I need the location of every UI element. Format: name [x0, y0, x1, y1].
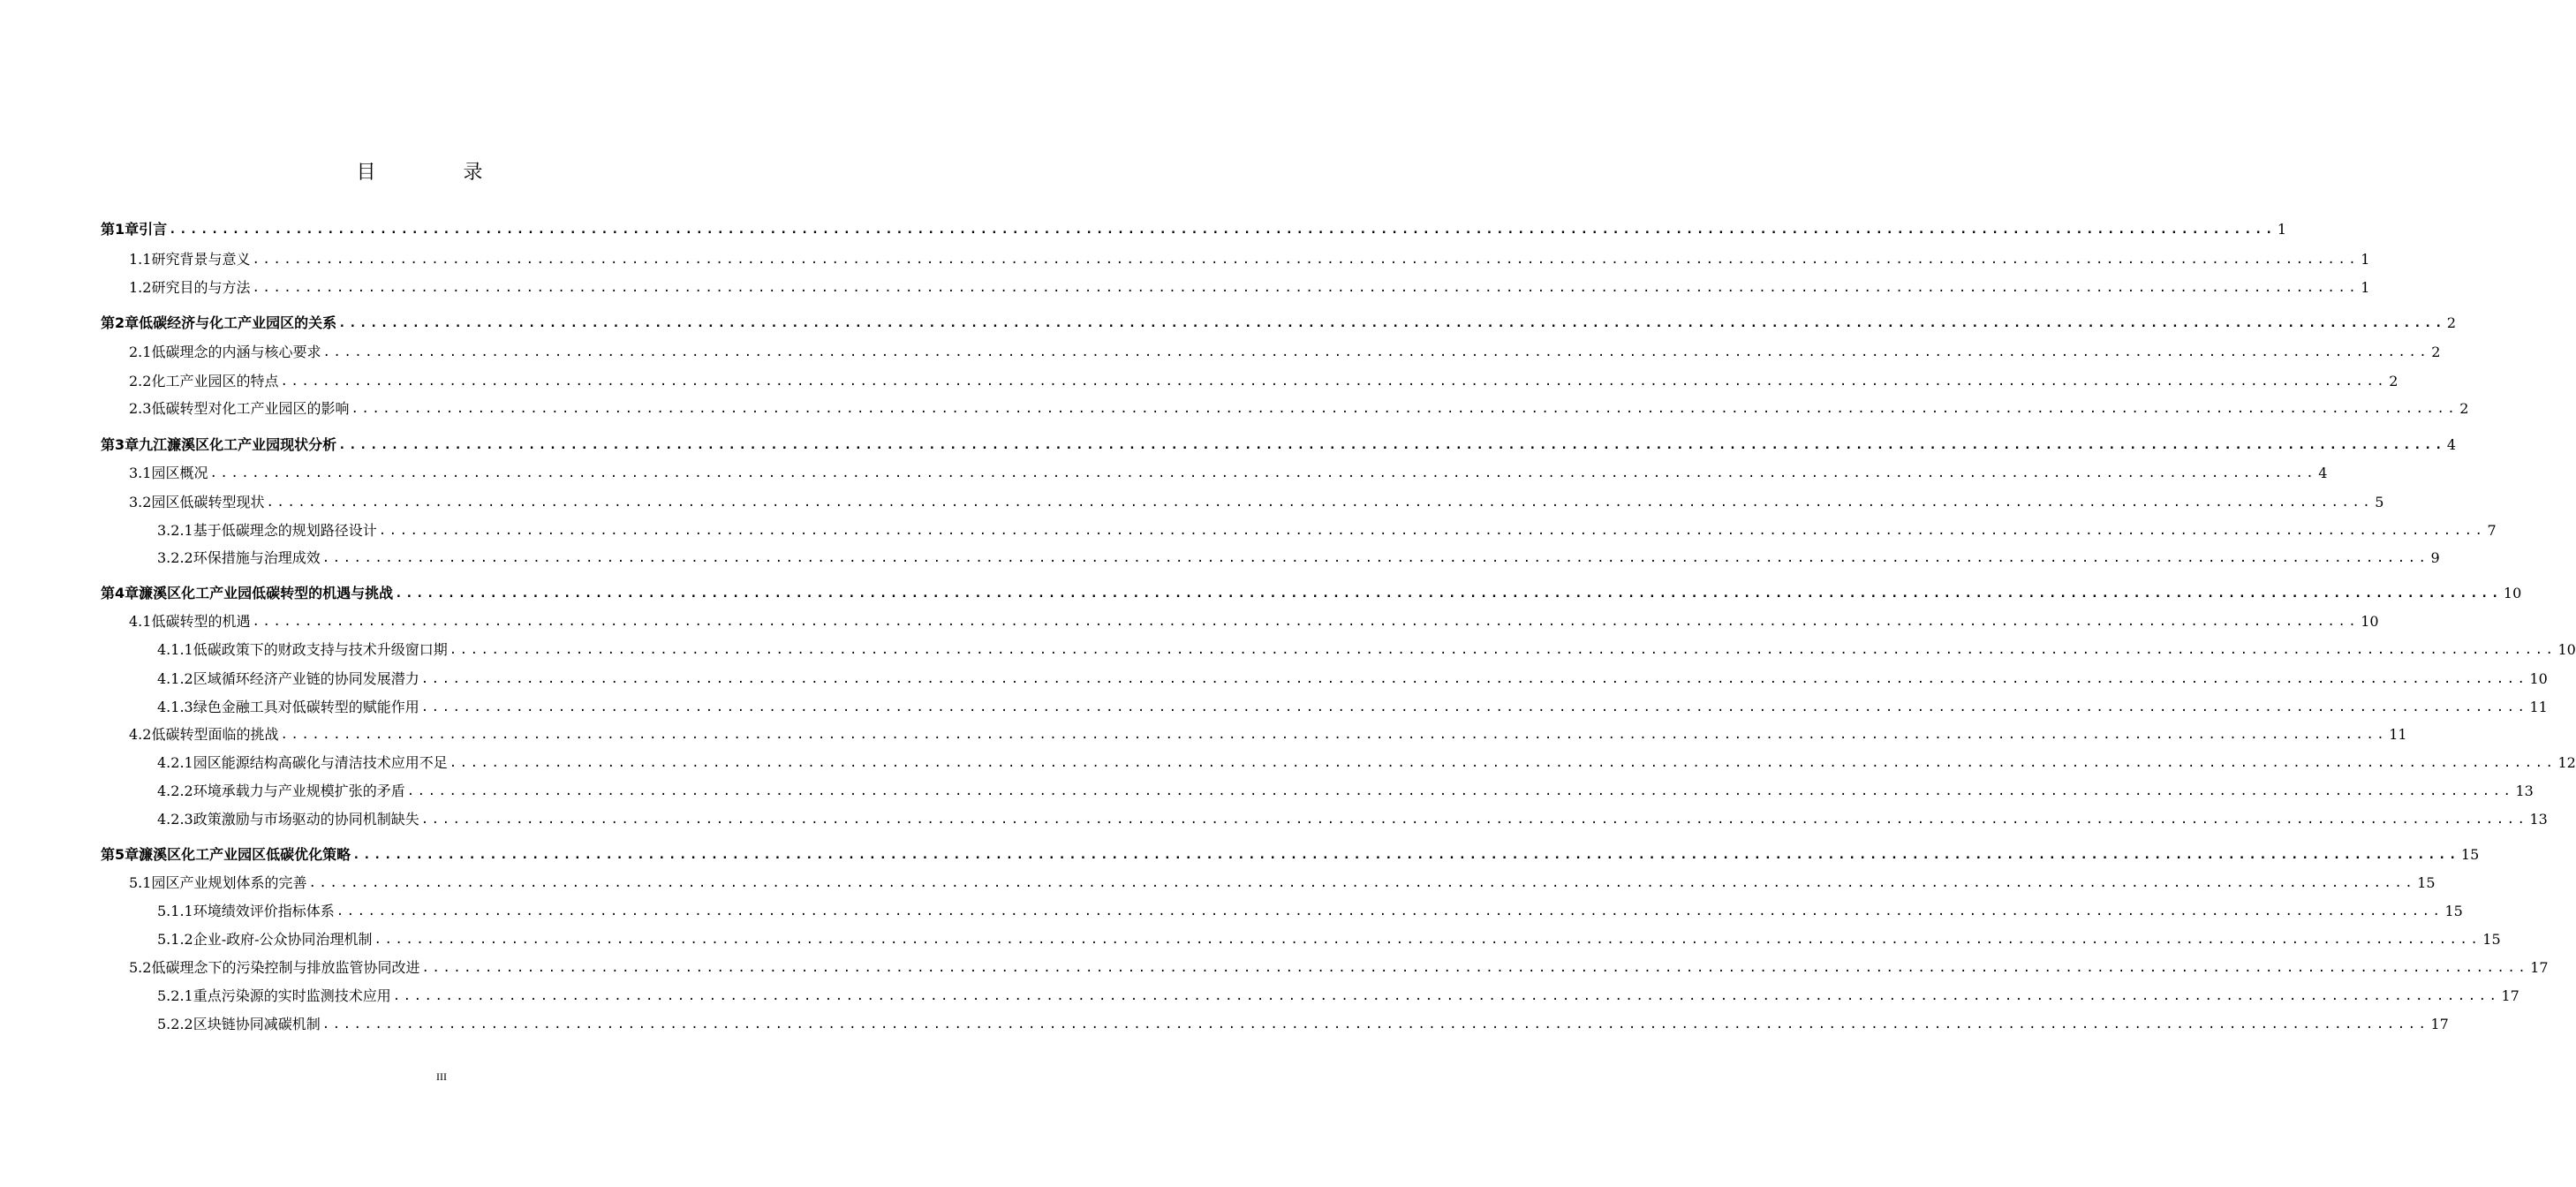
toc-entry-number: 4.1.1 [157, 641, 193, 658]
toc-dot-leader: ........................................................................................................................................................................................................ [266, 495, 2374, 510]
toc-dot-leader: ........................................................................................................................................................................................................ [338, 438, 2445, 452]
toc-entry-number: 3.2.2 [157, 549, 193, 566]
toc-dot-leader: ........................................................................................................................................................................................................ [321, 1017, 2429, 1032]
toc-subsection-entry[interactable] [157, 695, 2548, 716]
toc-subsection-entry[interactable] [157, 1012, 2449, 1033]
toc-entry-title: 研究背景与意义 [151, 251, 251, 268]
toc-subsection-entry[interactable] [157, 638, 2576, 659]
toc-title: 目 录 [356, 162, 524, 184]
toc-dot-leader: ........................................................................................................................................................................................................ [351, 402, 2459, 416]
toc-entry-number: 第4章 [101, 585, 140, 601]
toc-entry-page: 10 [2529, 670, 2548, 687]
toc-entry-title: 低碳理念下的污染控制与排放监管协同改进 [151, 959, 420, 976]
toc-entry-page: 5 [2375, 494, 2384, 510]
toc-subsection-entry[interactable] [157, 751, 2576, 772]
toc-dot-leader: ........................................................................................................................................................................................................ [374, 933, 2482, 947]
toc-entry-page: 1 [2361, 279, 2370, 296]
toc-section-entry[interactable] [129, 956, 2549, 977]
toc-entry-title: 基于低碳理念的规划路径设计 [193, 522, 377, 539]
toc-dot-leader: ........................................................................................................................................................................................................ [421, 961, 2529, 975]
toc-section-entry[interactable] [129, 609, 2379, 631]
toc-dot-leader: ........................................................................................................................................................................................................ [420, 700, 2528, 714]
toc-entry-title: 园区低碳转型现状 [151, 494, 265, 510]
toc-chapter-entry[interactable] [101, 217, 2287, 238]
toc-entry-title: 环境绩效评价指标体系 [193, 903, 335, 919]
toc-entry-page: 11 [2529, 699, 2548, 715]
toc-entry-number: 第3章 [101, 436, 140, 453]
toc-section-entry[interactable] [129, 461, 2328, 482]
toc-entry-number: 1.2 [129, 279, 152, 296]
toc-subsection-entry[interactable] [157, 518, 2497, 540]
toc-entry-number: 5.1 [129, 874, 152, 891]
toc-entry-title: 低碳政策下的财政支持与技术升级窗口期 [193, 641, 448, 658]
toc-entry-title: 濂溪区化工产业园区低碳优化策略 [139, 846, 351, 863]
toc-entry-title: 企业-政府-公众协同治理机制 [193, 931, 373, 948]
toc-entry-page: 1 [2277, 221, 2287, 238]
toc-section-entry[interactable] [129, 369, 2398, 390]
toc-dot-leader: ........................................................................................................................................................................................................ [169, 223, 2276, 237]
toc-entry-number: 4.1 [129, 613, 152, 630]
toc-dot-leader: ........................................................................................................................................................................................................ [252, 615, 2360, 629]
toc-dot-leader: ........................................................................................................................................................................................................ [252, 253, 2360, 267]
toc-dot-leader: ........................................................................................................................................................................................................ [420, 672, 2528, 686]
toc-entry-title: 区域循环经济产业链的协同发展潜力 [193, 670, 419, 687]
toc-entry-number: 4.2.2 [157, 783, 193, 799]
toc-entry-number: 5.1.1 [157, 903, 193, 919]
toc-dot-leader: ........................................................................................................................................................................................................ [395, 586, 2502, 601]
toc-entry-title: 研究目的与方法 [151, 279, 251, 296]
toc-entry-title: 低碳转型对化工产业园区的影响 [151, 400, 350, 417]
toc-entry-title: 低碳经济与化工产业园区的关系 [139, 314, 337, 331]
toc-entry-number: 2.1 [129, 344, 152, 360]
toc-dot-leader: ........................................................................................................................................................................................................ [406, 784, 2514, 798]
toc-dot-leader: ........................................................................................................................................................................................................ [420, 813, 2528, 827]
toc-entry-page: 2 [2389, 373, 2398, 389]
toc-entry-number: 5.2 [129, 959, 152, 976]
toc-entry-number: 1.1 [129, 251, 152, 268]
toc-entry-page: 1 [2361, 251, 2370, 268]
toc-entry-number: 5.2.1 [157, 987, 193, 1004]
toc-entry-page: 2 [2446, 314, 2457, 331]
toc-entry-page: 17 [2530, 959, 2549, 976]
toc-section-entry[interactable] [129, 871, 2436, 892]
toc-entry-title: 绿色金融工具对低碳转型的赋能作用 [193, 699, 419, 715]
toc-entry-page: 10 [2557, 641, 2576, 658]
toc-dot-leader: ........................................................................................................................................................................................................ [449, 756, 2557, 770]
toc-entry-title: 重点污染源的实时监测技术应用 [193, 987, 391, 1004]
toc-entry-number: 第2章 [101, 314, 140, 331]
toc-entry-title: 引言 [139, 221, 168, 238]
toc-entry-page: 13 [2515, 783, 2534, 799]
toc-chapter-entry[interactable] [101, 311, 2457, 332]
toc-entry-number: 2.2 [129, 373, 152, 389]
toc-entry-page: 2 [2459, 400, 2469, 417]
toc-entry-page: 15 [2417, 874, 2436, 891]
toc-entry-page: 15 [2460, 846, 2480, 863]
page-number-footer: III [436, 1070, 447, 1083]
toc-entry-title: 园区产业规划体系的完善 [151, 874, 307, 891]
toc-entry-page: 13 [2529, 811, 2548, 828]
toc-entry-number: 4.1.2 [157, 670, 193, 687]
toc-dot-leader: ........................................................................................................................................................................................................ [322, 345, 2430, 359]
toc-entry-title: 低碳理念的内涵与核心要求 [151, 344, 321, 360]
toc-entry-page: 17 [2501, 987, 2519, 1004]
toc-dot-leader: ........................................................................................................................................................................................................ [280, 374, 2388, 389]
toc-entry-number: 3.1 [129, 465, 152, 481]
toc-entry-title: 九江濂溪区化工产业园现状分析 [139, 436, 337, 453]
toc-section-entry[interactable] [129, 722, 2407, 744]
toc-subsection-entry[interactable] [157, 807, 2548, 828]
toc-entry-page: 4 [2446, 436, 2457, 453]
toc-entry-number: 4.1.3 [157, 699, 193, 715]
toc-subsection-entry[interactable] [157, 984, 2519, 1005]
toc-entry-page: 15 [2444, 903, 2463, 919]
toc-section-entry[interactable] [129, 397, 2469, 418]
toc-entry-page: 11 [2389, 726, 2407, 743]
toc-subsection-entry[interactable] [157, 899, 2463, 920]
toc-entry-title: 政策激励与市场驱动的协同机制缺失 [193, 811, 419, 828]
toc-subsection-entry[interactable] [157, 667, 2548, 688]
toc-entry-title: 濂溪区化工产业园低碳转型的机遇与挑战 [139, 585, 394, 601]
toc-chapter-entry[interactable] [101, 433, 2457, 454]
toc-entry-title: 环境承载力与产业规模扩张的矛盾 [193, 783, 405, 799]
toc-entry-number: 3.2.1 [157, 522, 193, 539]
toc-entry-page: 7 [2487, 522, 2497, 539]
toc-entry-page: 9 [2430, 549, 2440, 566]
toc-section-entry[interactable] [129, 490, 2384, 511]
toc-entry-title: 园区概况 [151, 465, 208, 481]
toc-entry-title: 低碳转型面临的挑战 [151, 726, 279, 743]
toc-entry-page: 2 [2431, 344, 2441, 360]
toc-entry-number: 5.1.2 [157, 931, 193, 948]
toc-entry-page: 17 [2430, 1016, 2449, 1032]
toc-subsection-entry[interactable] [157, 779, 2534, 800]
toc-section-entry[interactable] [129, 276, 2370, 297]
toc-entry-number: 4.2.1 [157, 754, 193, 771]
toc-dot-leader: ........................................................................................................................................................................................................ [209, 466, 2317, 480]
toc-entry-title: 园区能源结构高碳化与清洁技术应用不足 [193, 754, 448, 771]
toc-entry-number: 2.3 [129, 400, 152, 417]
toc-dot-leader: ........................................................................................................................................................................................................ [252, 281, 2360, 295]
toc-entry-page: 15 [2482, 931, 2501, 948]
toc-entry-page: 12 [2557, 754, 2576, 771]
toc-entry-page: 10 [2361, 613, 2379, 630]
toc-dot-leader: ........................................................................................................................................................................................................ [280, 728, 2388, 742]
toc-dot-leader: ........................................................................................................................................................................................................ [308, 876, 2416, 890]
toc-chapter-entry[interactable] [101, 581, 2522, 602]
toc-subsection-entry[interactable] [157, 546, 2440, 567]
toc-entry-title: 低碳转型的机遇 [151, 613, 251, 630]
toc-section-entry[interactable] [129, 340, 2441, 361]
toc-dot-leader: ........................................................................................................................................................................................................ [449, 643, 2557, 657]
toc-section-entry[interactable] [129, 247, 2370, 268]
toc-dot-leader: ........................................................................................................................................................................................................ [321, 551, 2429, 565]
toc-dot-leader: ........................................................................................................................................................................................................ [336, 904, 2444, 919]
toc-entry-title: 环保措施与治理成效 [193, 549, 321, 566]
toc-entry-page: 10 [2503, 585, 2522, 601]
toc-entry-title: 化工产业园区的特点 [151, 373, 279, 389]
toc-entry-number: 4.2 [129, 726, 152, 743]
toc-dot-leader: ........................................................................................................................................................................................................ [392, 989, 2500, 1003]
toc-entry-number: 第1章 [101, 221, 140, 238]
toc-entry-number: 4.2.3 [157, 811, 193, 828]
toc-entry-number: 3.2 [129, 494, 152, 510]
toc-dot-leader: ........................................................................................................................................................................................................ [338, 316, 2445, 330]
toc-entry-number: 第5章 [101, 846, 140, 863]
toc-entry-number: 5.2.2 [157, 1016, 193, 1032]
toc-chapter-entry[interactable] [101, 843, 2480, 864]
toc-entry-page: 4 [2318, 465, 2328, 481]
toc-dot-leader: ........................................................................................................................................................................................................ [352, 848, 2459, 862]
toc-entry-title: 区块链协同减碳机制 [193, 1016, 321, 1032]
toc-dot-leader: ........................................................................................................................................................................................................ [378, 524, 2486, 538]
toc-subsection-entry[interactable] [157, 927, 2501, 949]
